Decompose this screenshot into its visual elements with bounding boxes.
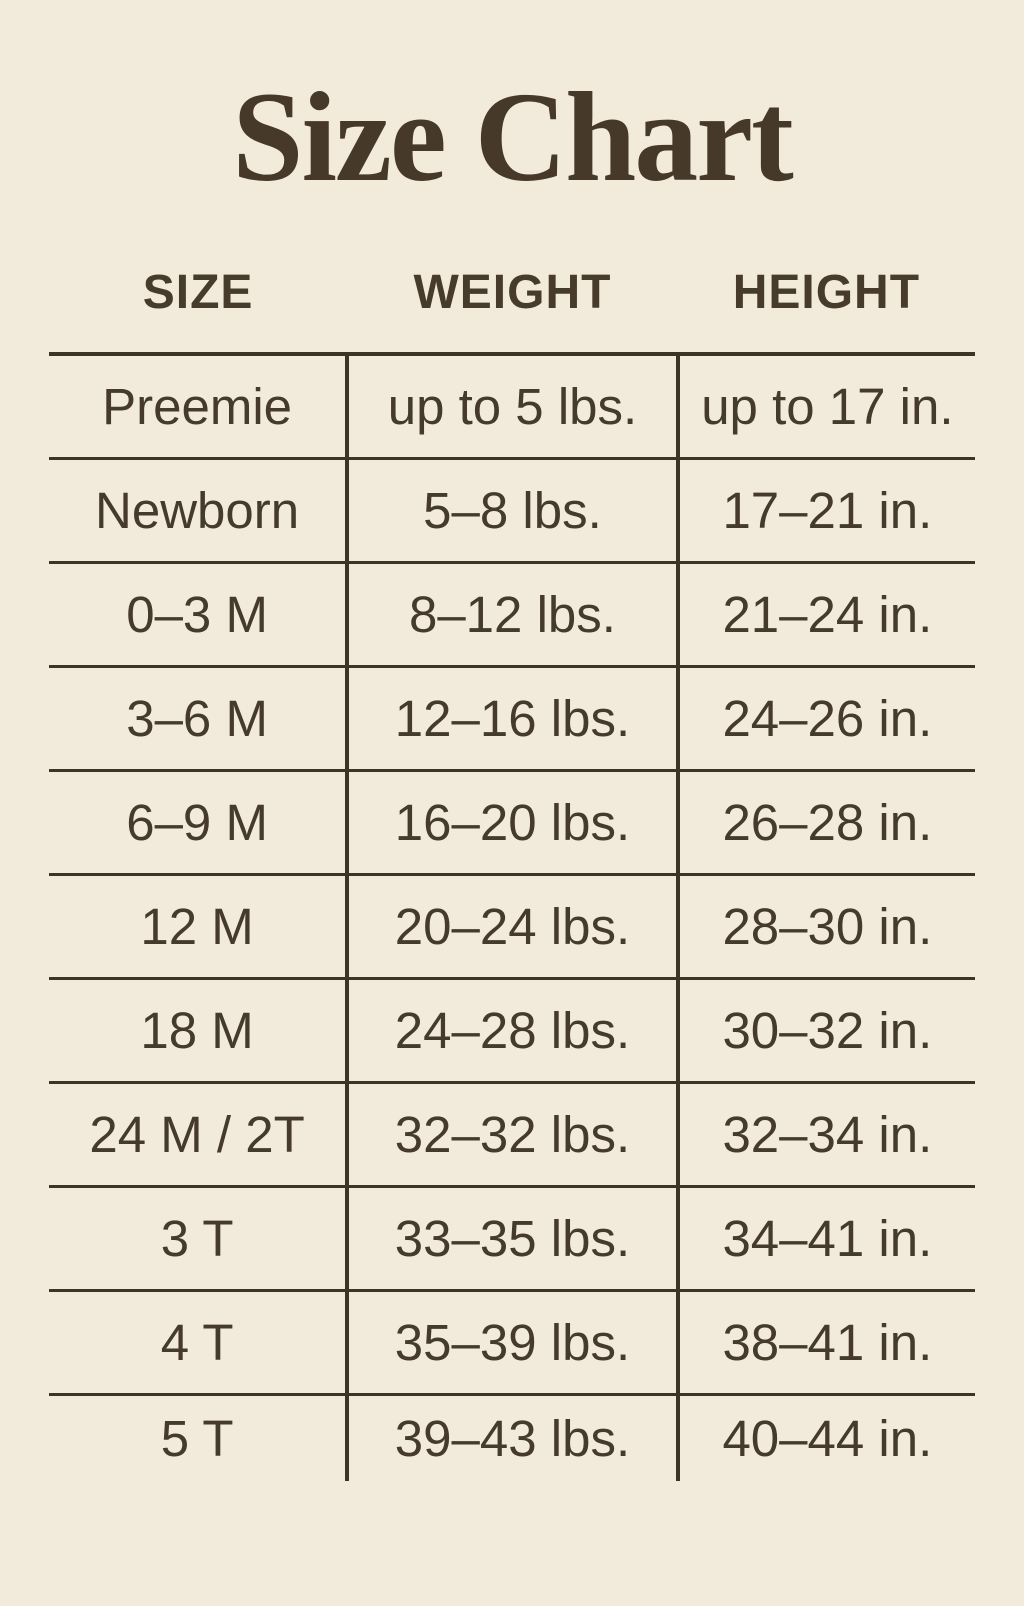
column-header-size: SIZE: [49, 232, 347, 354]
table-row: [49, 459, 975, 563]
height-cell: 34–41 in.: [678, 1187, 975, 1291]
weight-cell: 24–28 lbs.: [347, 979, 678, 1083]
size-cell: 6–9 M: [49, 771, 347, 875]
table-row: [49, 563, 975, 667]
table-row: [49, 1291, 975, 1395]
table-row: [49, 354, 975, 459]
page-title: Size Chart: [232, 66, 792, 208]
size-cell: 3 T: [49, 1187, 347, 1291]
height-cell: 24–26 in.: [678, 667, 975, 771]
table-header: [49, 232, 975, 354]
table-row: [49, 771, 975, 875]
weight-cell: 35–39 lbs.: [347, 1291, 678, 1395]
size-cell: 24 M / 2T: [49, 1083, 347, 1187]
table-row: [49, 1083, 975, 1187]
height-cell: 17–21 in.: [678, 459, 975, 563]
height-cell: 21–24 in.: [678, 563, 975, 667]
size-cell: 18 M: [49, 979, 347, 1083]
size-cell: Preemie: [49, 354, 347, 459]
weight-cell: 33–35 lbs.: [347, 1187, 678, 1291]
weight-cell: 12–16 lbs.: [347, 667, 678, 771]
table-row: [49, 1187, 975, 1291]
height-cell: 28–30 in.: [678, 875, 975, 979]
weight-cell: 8–12 lbs.: [347, 563, 678, 667]
weight-cell: 39–43 lbs.: [347, 1395, 678, 1482]
size-chart-table: [49, 232, 975, 1481]
size-cell: 0–3 M: [49, 563, 347, 667]
weight-cell: 16–20 lbs.: [347, 771, 678, 875]
size-cell: 5 T: [160, 1410, 234, 1468]
weight-cell: up to 5 lbs.: [347, 354, 678, 459]
height-cell: 30–32 in.: [678, 979, 975, 1083]
column-header-height: HEIGHT: [678, 232, 975, 354]
column-header-weight: WEIGHT: [347, 232, 678, 354]
height-cell: 26–28 in.: [678, 771, 975, 875]
table-row: [49, 667, 975, 771]
size-cell: Newborn: [49, 459, 347, 563]
size-cell: 4 T: [49, 1291, 347, 1395]
table-row: [49, 979, 975, 1083]
table-body: [49, 354, 975, 1481]
height-cell: 40–44 in.: [722, 1410, 933, 1468]
weight-cell: 20–24 lbs.: [347, 875, 678, 979]
table-row: [49, 875, 975, 979]
header-row: [49, 232, 975, 354]
table-row: [49, 1395, 975, 1482]
size-cell: 12 M: [49, 875, 347, 979]
height-cell: up to 17 in.: [678, 354, 975, 459]
weight-cell: 32–32 lbs.: [347, 1083, 678, 1187]
size-cell: 3–6 M: [49, 667, 347, 771]
weight-cell: 5–8 lbs.: [347, 459, 678, 563]
height-cell: 32–34 in.: [678, 1083, 975, 1187]
height-cell: 38–41 in.: [678, 1291, 975, 1395]
